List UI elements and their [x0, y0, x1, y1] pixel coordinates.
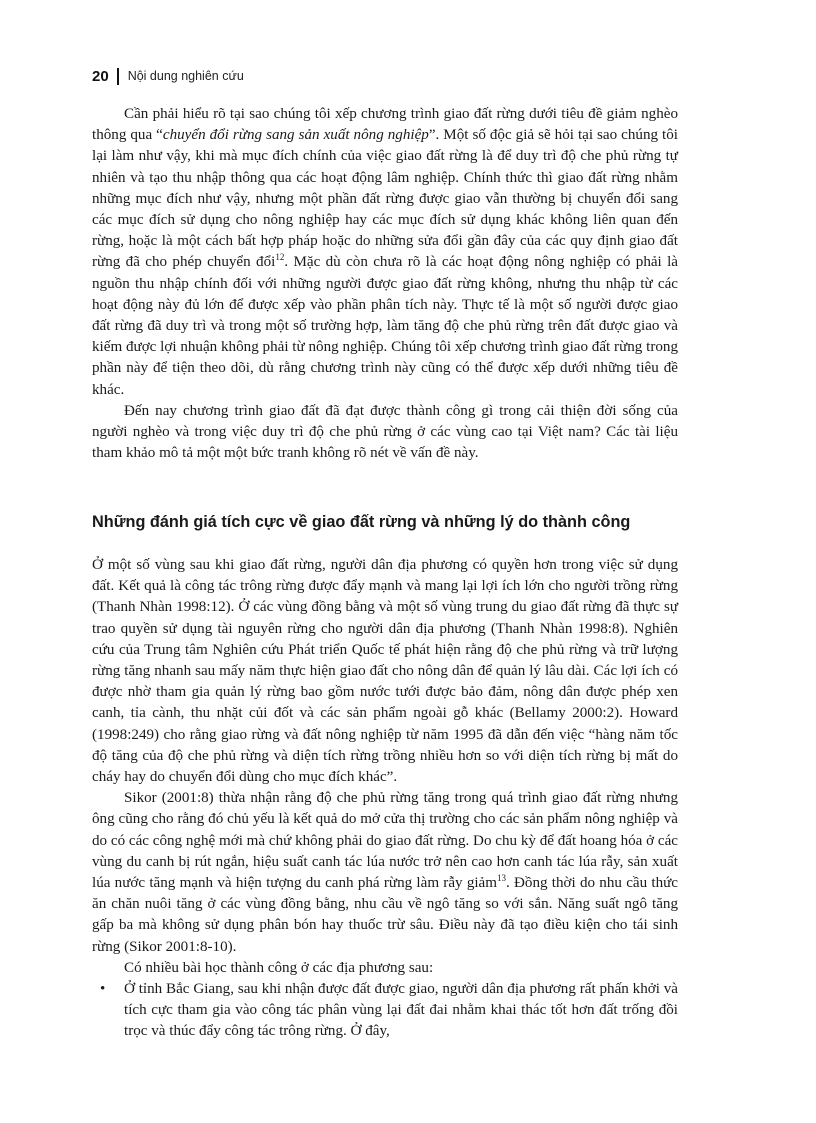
section-paragraph-1: Ở một số vùng sau khi giao đất rừng, người dân địa phương có quyền hơn trong việc sử dụng đất. Kết quả là công tác trông rừng được đẩy mạnh và mang lại lợi ích lớn cho người trồng rừng (Thanh Nhàn 1998:12). Ở các vùng đồng bằng và một số vùng trung du giao đất rừng đã thực sự trao quyền sử dụng tài nguyên rừng cho người dân địa phương (Thanh Nhàn 1998:8). Nghiên cứu của Trung tâm Nghiên cứu Phát triển Quốc tế phát hiện rằng độ che phủ rừng và trữ lượng rừng tăng nhanh sau mấy năm thực hiện giao đất cho nông dân để quản lý lâu dài. Các lợi ích có được nhờ tham gia quản lý rừng bao gồm nước tưới được bảo đảm, nông dân được phép xen canh, tỉa cành, thu nhặt củi đốt và các sản phẩm ngoài gỗ khác (Bellamy 2000:2). Howard (1998:249) cho rằng giao rừng và đất nông nghiệp từ năm 1995 đã dẫn đến việc “hàng năm tốc độ tăng của độ che phủ rừng và diện tích rừng trồng nhiều hơn so với diện tích rừng bị mất do cháy hay do chuyển đổi dùng cho mục đích khác”.: [92, 557, 678, 786]
running-section-title: Nội dung nghiên cứu: [127, 69, 244, 83]
intro-paragraph-1-text-a: Cần phải hiểu rõ tại sao chúng tôi xếp chương trình giao đất rừng dưới tiêu đề giảm nghèo thông qua “: [92, 106, 678, 144]
page-number: 20: [92, 67, 109, 85]
list-item-text: Ở tỉnh Bắc Giang, sau khi nhận được đất được giao, người dân địa phương rất phấn khởi và tích cực tham gia vào công tác phân vùng lại đất đai nhằm khai thác tốt hơn đất trống đồi trọc và thúc đẩy công tác trông rừng. Ở đây,: [124, 981, 678, 1040]
intro-paragraph-2: Đến nay chương trình giao đất đã đạt được thành công gì trong cải thiện đời sống của người nghèo và trong việc duy trì độ che phủ rừng ở các vùng cao tại Việt nam? Các tài liệu tham khảo mô tả một một bức tranh không rõ nét về vấn đề này.: [92, 402, 678, 462]
list-item: [92, 979, 678, 1043]
section-heading: Những đánh giá tích cực về giao đất rừng và những lý do thành công: [92, 513, 631, 531]
running-header: [92, 66, 244, 86]
footnote-ref-12[interactable]: 12: [275, 252, 285, 263]
intro-block: [92, 104, 678, 464]
success-cases-list: [92, 979, 678, 1043]
footnote-ref-13[interactable]: 13: [497, 873, 506, 884]
header-divider: [117, 68, 119, 85]
intro-paragraph-1-emphasis: chuyển đổi rừng sang sản xuất nông nghiệp: [162, 127, 429, 144]
intro-paragraph-1-text-b: ”. Một số độc giả sẽ hỏi tại sao chúng tôi lại làm như vậy, khi mà mục đích chính của việc giao đất rừng là để duy trì độ che phủ rừng tự nhiên và tạo thu nhập thông qua các hoạt động lâm nghiệp. Chính thức thì giao đất rừng nhằm những mục đích như vậy, nhưng một phần đất rừng được giao vẫn thường bị chuyển đổi sang các mục đích sử dụng cho nông nghiệp hay các mục đích sử dụng khác không liên quan đến rừng, hoặc là một cách bất hợp pháp hoặc do những sửa đổi gần đây của các quy định giao đất rừng đã cho phép chuyển đổi: [92, 127, 678, 271]
section-paragraph-3: Có nhiều bài học thành công ở các địa phương sau:: [124, 959, 434, 976]
intro-paragraph-1: [92, 104, 678, 401]
intro-paragraph-1-text-c: . Mặc dù còn chưa rõ là các hoạt động nông nghiệp có phải là nguồn thu nhập chính đối với những người được giao đất rừng không, nhưng thu nhập từ các hoạt động này đủ lớn để được xếp vào phần phân tích này. Thực tế là một số người được giao đất rừng đã duy trì và trong một số trường hợp, làm tăng độ che phủ rừng trên đất được giao và kiếm được lợi nhuận không phải từ nông nghiệp. Chúng tôi xếp chương trình giao đất rừng trong phần này để tiện theo dõi, dù rằng chương trình này cũng có thể được xếp dưới những tiêu đề khác.: [92, 254, 678, 398]
section-paragraph-2-text-b: . Đồng thời do nhu cầu thức ăn chăn nuôi tăng ở các vùng đồng bằng, nhu cầu về ngô tăng so với sắn. Năng suất ngô tăng gấp ba mà không sử dụng phân bón hay thuốc trừ sâu. Điều này đã tạo điều kiện cho tái sinh rừng (Sikor 2001:8-10).: [92, 875, 678, 955]
section-paragraph-2: [92, 788, 678, 958]
bullet-icon: •: [100, 981, 106, 998]
section-body: [92, 555, 678, 1043]
section-paragraph-2-text-a: Sikor (2001:8) thừa nhận rằng độ che phủ rừng tăng trong quá trình giao đất rừng nhưng ông cũng cho rằng đó chủ yếu là kết quả do mở cửa thị trường cho các sản phẩm nông nghiệp và do có các công nghệ mới mà chứ không phải do giao đất rừng. Do chu kỳ để đất hoang hóa ở các vùng du canh bị rút ngắn, hiệu suất canh tác lúa nước trở nên cao hơn canh tác lúa rẫy, sản xuất lúa nước tăng mạnh và hiện tượng du canh phá rừng làm rẫy giảm: [92, 790, 679, 892]
